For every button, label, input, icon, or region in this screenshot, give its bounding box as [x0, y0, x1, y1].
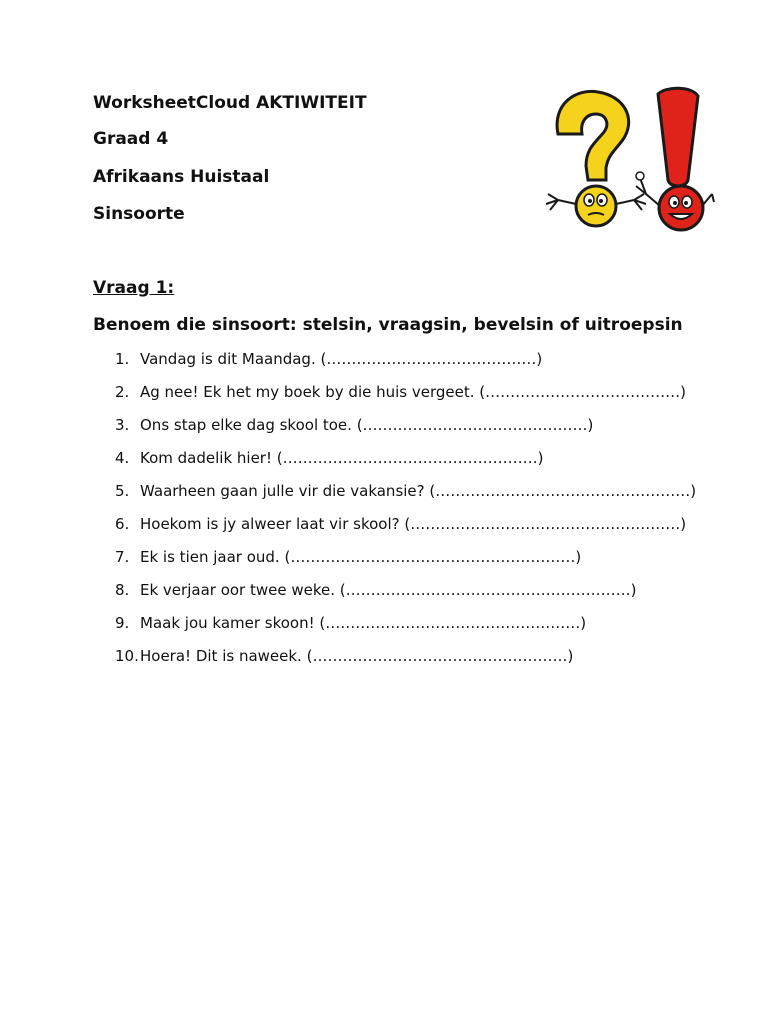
item-text: Vandag is dit Maandag. (……………………………………) [140, 350, 543, 368]
item-text: Ek verjaar oor twee weke. (…………………………………………………) [140, 581, 637, 599]
list-item [115, 446, 696, 479]
item-text: Waarheen gaan julle vir die vakansie? (……………………………………………) [140, 482, 697, 500]
subject-label: Afrikaans Huistaal [93, 167, 270, 187]
item-number: 2. [115, 383, 130, 401]
grade-label: Graad 4 [93, 129, 169, 149]
list-item [115, 347, 696, 380]
item-text: Ons stap elke dag skool toe. (………………………………………) [140, 416, 594, 434]
item-number: 10. [115, 647, 139, 665]
punctuation-characters-illustration [536, 82, 716, 240]
question-items-list [115, 347, 696, 677]
item-number: 7. [115, 548, 130, 566]
item-text: Hoekom is jy alweer laat vir skool? (………………………………………………) [140, 515, 687, 533]
list-item [115, 644, 696, 677]
item-number: 6. [115, 515, 130, 533]
item-number: 8. [115, 581, 130, 599]
item-text: Hoera! Dit is naweek. (……………………………………………) [140, 647, 574, 665]
list-item [115, 611, 696, 644]
item-text: Ag nee! Ek het my boek by die huis vergeet. (…………………………………) [140, 383, 686, 401]
worksheet-title: WorksheetCloud AKTIWITEIT [93, 93, 367, 113]
topic-label: Sinsoorte [93, 204, 185, 224]
item-number: 5. [115, 482, 130, 500]
list-item [115, 512, 696, 545]
list-item [115, 578, 696, 611]
list-item [115, 545, 696, 578]
list-item [115, 479, 696, 512]
item-text: Ek is tien jaar oud. (…………………………………………………) [140, 548, 582, 566]
item-number: 4. [115, 449, 130, 467]
item-text: Kom dadelik hier! (……………………………………………) [140, 449, 544, 467]
question-instruction: Benoem die sinsoort: stelsin, vraagsin, bevelsin of uitroepsin [93, 315, 683, 335]
exclamation-mark-character-icon [636, 88, 714, 230]
item-text: Maak jou kamer skoon! (……………………………………………) [140, 614, 587, 632]
list-item [115, 413, 696, 446]
question-mark-character-icon [546, 91, 646, 226]
item-number: 3. [115, 416, 130, 434]
question-title: Vraag 1: [93, 278, 175, 298]
item-number: 1. [115, 350, 130, 368]
list-item [115, 380, 696, 413]
item-number: 9. [115, 614, 130, 632]
